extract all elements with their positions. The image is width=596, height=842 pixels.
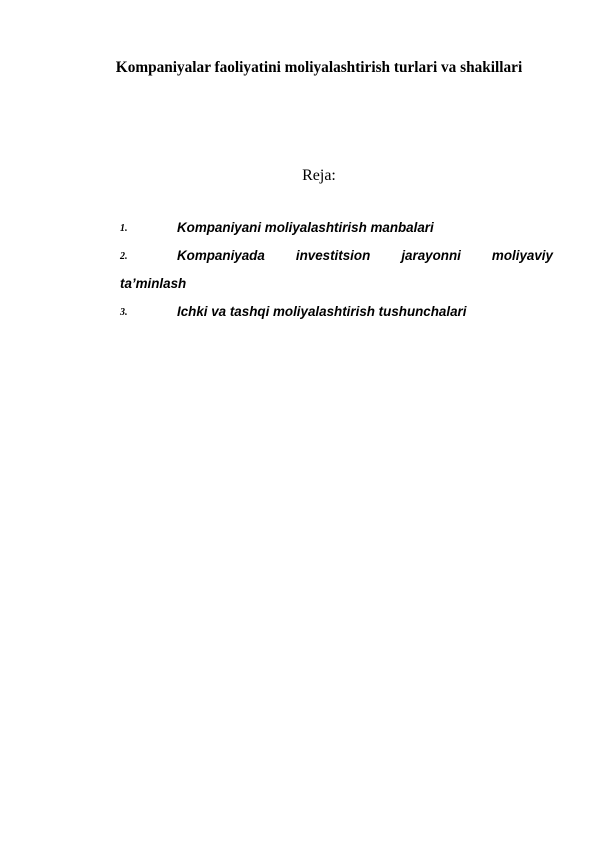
plan-item-number: 1. [120,223,128,234]
plan-item-text-line [177,247,553,265]
plan-item-number: 2. [120,251,128,262]
document-title: Kompaniyalar faoliyatini moliyalashtirish turlari va shakillari [115,59,523,76]
plan-item-word: investitsion [295,248,371,263]
plan-item-word: Kompaniyada [177,248,265,263]
plan-item-word: moliyaviy [491,248,553,263]
plan-item-text-continuation: ta’minlash [120,276,187,291]
plan-item-number: 3. [120,307,128,318]
plan-item-word: jarayonni [401,248,461,263]
plan-item-text: Kompaniyani moliyalashtirish manbalari [177,220,434,235]
plan-heading: Reja: [302,167,336,184]
plan-item-text: Ichki va tashqi moliyalashtirish tushunchalari [177,304,467,319]
